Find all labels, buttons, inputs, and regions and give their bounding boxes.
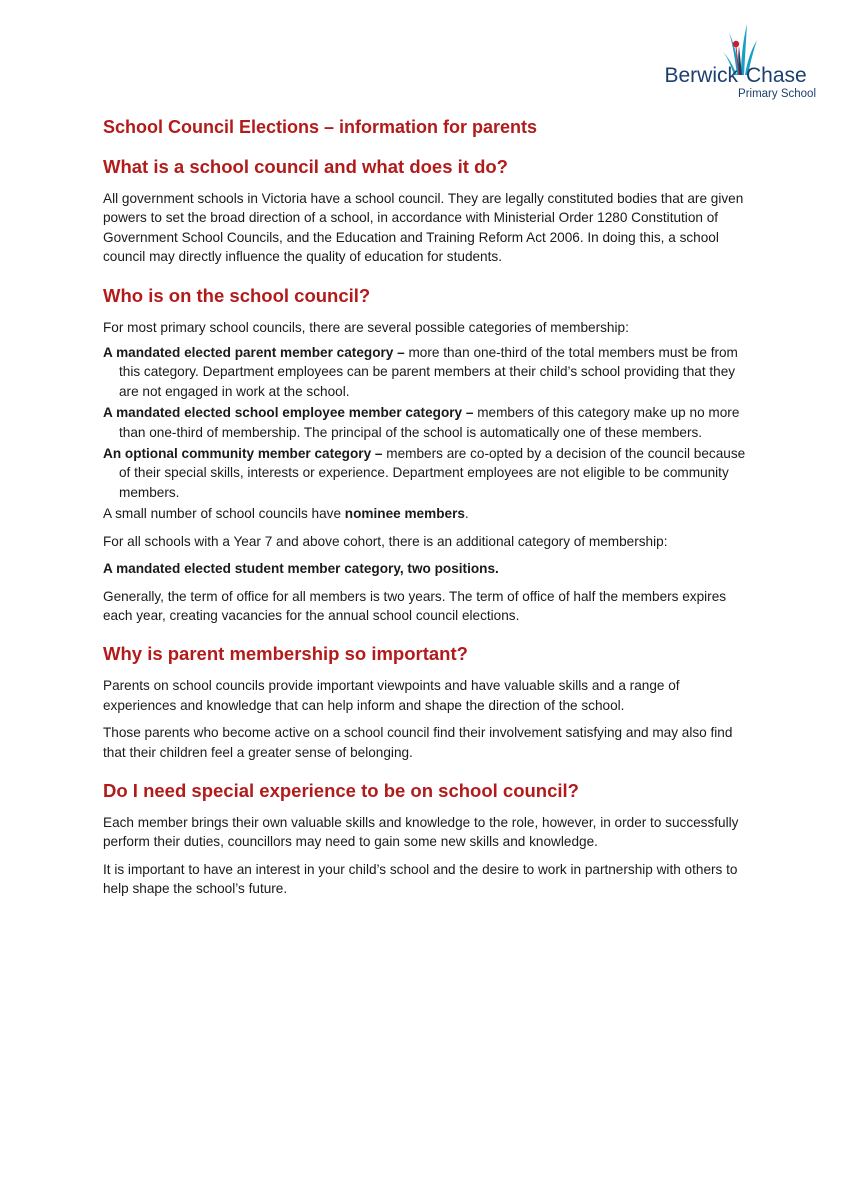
school-logo [659,20,819,100]
section-who [103,285,753,626]
why-paragraph-2: Those parents who become active on a school council find their involvement satisfying and may also find that their children feel a greater sense of belonging. [103,725,733,760]
category-employee [103,403,753,442]
logo-name-right: Chase [746,64,807,87]
term-paragraph: Generally, the term of office for all members is two years. The term of office of half the members expires each year, creating vacancies for the annual school council elections. [103,588,727,623]
heading-why: Why is parent membership so important? [103,643,468,665]
heading-what: What is a school council and what does it do? [103,156,508,177]
what-paragraph: All government schools in Victoria have a school council. They are legally constituted bodies that are given powers to set the broad direction of a school, in accordance with Ministerial Order 1280 Constitution of Government School Councils, and the Education and Training Reform Act 2006. In doing this, a school council may directly influence the quality of education for students. [103,191,744,265]
document-body [103,117,753,917]
category-parent-text: more than one-third of the total members must be from this category. Department employees can be parent members at their child’s school providing that they are not engaged in work at the school. [119,345,738,399]
category-employee-label: A mandated elected school employee member category – [103,405,474,421]
year7-paragraph: For all schools with a Year 7 and above cohort, there is an additional category of membership: [103,533,668,549]
who-intro: For most primary school councils, there are several possible categories of membership: [103,319,629,335]
nominee-paragraph [103,504,753,523]
nominee-bold: nominee members [344,506,465,522]
page-title: School Council Elections – information for parents [103,117,538,137]
why-paragraph-1: Parents on school councils provide important viewpoints and have valuable skills and a range of experiences and knowledge that can help inform and shape the direction of the school. [103,678,680,713]
section-experience [103,780,753,899]
nominee-pre: A small number of school councils have [103,506,345,522]
student-category-label: A mandated elected student member category, two positions. [103,561,499,577]
logo-name-left: Berwick [664,64,738,87]
logo-subtitle: Primary School [738,88,816,100]
section-why [103,643,753,762]
heading-experience: Do I need special experience to be on school council? [103,779,579,801]
section-what [103,156,753,267]
category-employee-text: members of this category make up no more than one-third of membership. The principal of the school is automatically one of these members. [119,405,740,440]
category-community [103,444,753,502]
heading-who: Who is on the school council? [103,284,371,306]
experience-paragraph-2: It is important to have an interest in your child’s school and the desire to work in partnership with others to help shape the school’s future. [103,861,738,897]
category-community-text: members are co-opted by a decision of the council because of their special skills, interests or experience. Department employees are not eligible to be community members. [119,446,746,500]
category-parent-label: A mandated elected parent member category – [103,345,405,361]
category-parent [103,343,753,401]
nominee-post: . [464,506,469,522]
category-community-label: An optional community member category – [103,446,383,462]
student-category [103,559,753,578]
grass-emblem-icon [659,20,819,100]
experience-paragraph-1: Each member brings their own valuable skills and knowledge to the role, however, in order to successfully perform their duties, councillors may need to gain some new skills and knowledge. [103,814,739,850]
